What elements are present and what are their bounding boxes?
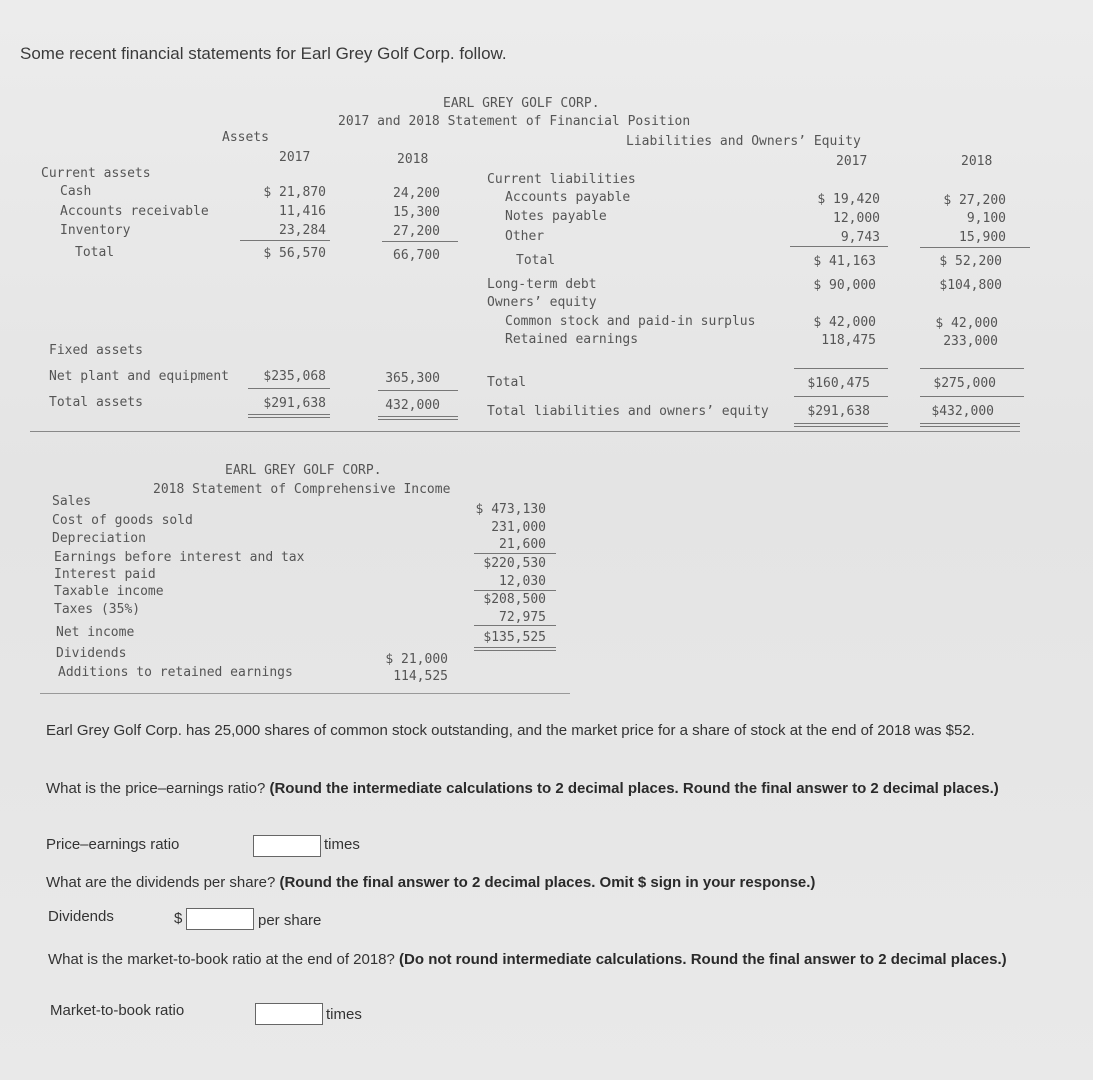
cl-total-label: Total [516,253,556,268]
equity-total-2018: $275,000 [933,376,996,391]
pe-ratio-label: Price–earnings ratio [46,836,180,853]
total-assets-2018: 432,000 [385,398,440,413]
sci-value-cogs: 231,000 [491,520,546,535]
other-label: Other [505,229,545,244]
sfp-title: 2017 and 2018 Statement of Financial Position [338,114,691,129]
market-to-book-label: Market-to-book ratio [50,1002,185,1019]
ap-label: Accounts payable [505,190,631,205]
sci-value-dividends: $ 21,000 [385,652,448,667]
equity-total-label: Total [487,375,527,390]
owners-equity-label: Owners’ equity [487,295,597,310]
total-assets-2017: $291,638 [263,396,326,411]
common-stock-label: Common stock and paid-in surplus [505,314,756,329]
sci-label-taxes: Taxes (35%) [54,602,141,617]
market-to-book-unit: times [326,1006,362,1023]
liabilities-heading: Liabilities and Owners’ Equity [626,134,861,149]
assets-heading: Assets [222,130,269,145]
cl-total-2017: $ 41,163 [813,254,876,269]
common-2018: $ 42,000 [935,316,998,331]
dividends-per-share-input[interactable] [186,908,254,930]
np-2017: 12,000 [833,211,880,226]
sci-title: 2018 Statement of Comprehensive Income [153,482,451,497]
question-dividends: What are the dividends per share? (Round the final answer to 2 decimal places. Omit $ sign in your response.) [46,874,816,891]
sci-label-interest: Interest paid [54,567,156,582]
sci-value-depreciation: 21,600 [499,537,546,552]
sfp-company: EARL GREY GOLF CORP. [443,96,600,111]
retained-earnings-label: Retained earnings [505,332,639,347]
inventory-label: Inventory [60,223,131,238]
sci-label-sales: Sales [52,494,92,509]
question-market-to-book: What is the market-to-book ratio at the end of 2018? (Do not round intermediate calculations. Round the final answer to 2 decimal places.) [48,951,1007,968]
ltd-2018: $104,800 [939,278,1002,293]
re-2017: 118,475 [821,333,876,348]
ltd-label: Long-term debt [487,277,597,292]
inventory-2018: 27,200 [393,224,440,239]
ar-2017: 11,416 [279,204,326,219]
sci-value-sales: $ 473,130 [475,502,546,517]
sci-label-cogs: Cost of goods sold [52,513,193,528]
sci-label-ebit: Earnings before interest and tax [54,550,305,565]
sci-label-net-income: Net income [56,625,135,640]
question-pe-ratio: What is the price–earnings ratio? (Round the intermediate calculations to 2 decimal places. Round the final answer to 2 decimal places.) [46,780,999,797]
sci-value-taxes: 72,975 [499,610,546,625]
ar-label: Accounts receivable [60,204,209,219]
other-2017: 9,743 [840,230,880,245]
net-plant-2018: 365,300 [385,371,440,386]
net-plant-label: Net plant and equipment [49,369,230,384]
cash-label: Cash [60,184,92,199]
asset-year-2018: 2018 [397,152,429,167]
ap-2017: $ 19,420 [817,192,880,207]
sci-label-additions: Additions to retained earnings [58,665,293,680]
ap-2018: $ 27,200 [943,193,1006,208]
cl-total-2018: $ 52,200 [939,254,1002,269]
inventory-2017: 23,284 [279,223,326,238]
np-label: Notes payable [505,209,607,224]
sci-value-ebit: $220,530 [483,556,546,571]
total-assets-label: Total assets [49,395,143,410]
ca-total-2018: 66,700 [393,248,440,263]
tle-2018: $432,000 [931,404,994,419]
sci-value-taxable: $208,500 [483,592,546,607]
np-2018: 9,100 [966,211,1006,226]
pe-ratio-input[interactable] [253,835,321,857]
net-plant-2017: $235,068 [263,369,326,384]
context-text: Earl Grey Golf Corp. has 25,000 shares of common stock outstanding, and the market price for a share of stock at the end of 2018 was $52. [46,722,975,739]
dividends-unit: per share [258,912,322,929]
equity-total-2017: $160,475 [807,376,870,391]
question-dividends-note: (Round the final answer to 2 decimal places. Omit $ sign in your response.) [279,874,816,891]
current-liab-label: Current liabilities [487,172,636,187]
current-assets-label: Current assets [41,166,151,181]
market-to-book-input[interactable] [255,1003,323,1025]
sci-label-dividends: Dividends [56,646,127,661]
cash-2017: $ 21,870 [263,185,326,200]
dollar-prefix: $ [174,910,183,927]
sci-label-depreciation: Depreciation [52,531,146,546]
sci-value-additions: 114,525 [393,669,448,684]
fixed-assets-label: Fixed assets [49,343,143,358]
common-2017: $ 42,000 [813,315,876,330]
liab-year-2018: 2018 [961,154,993,169]
asset-year-2017: 2017 [279,150,311,165]
sci-value-interest: 12,030 [499,574,546,589]
cash-2018: 24,200 [393,186,440,201]
dividends-label: Dividends [48,908,114,925]
liab-year-2017: 2017 [836,154,868,169]
sci-value-net-income: $135,525 [483,630,546,645]
question-market-to-book-note: (Do not round intermediate calculations. Round the final answer to 2 decimal places.) [399,951,1007,968]
tle-label: Total liabilities and owners’ equity [487,404,769,419]
ca-total-label: Total [75,245,115,260]
re-2018: 233,000 [943,334,998,349]
sci-company: EARL GREY GOLF CORP. [225,463,382,478]
tle-2017: $291,638 [807,404,870,419]
pe-ratio-unit: times [324,836,360,853]
sci-label-taxable: Taxable income [54,584,164,599]
ltd-2017: $ 90,000 [813,278,876,293]
ca-total-2017: $ 56,570 [263,246,326,261]
question-pe-note: (Round the intermediate calculations to 2 decimal places. Round the final answer to 2 decimal places.) [269,780,999,797]
ar-2018: 15,300 [393,205,440,220]
intro-text: Some recent financial statements for Earl Grey Golf Corp. follow. [20,44,507,63]
other-2018: 15,900 [959,230,1006,245]
